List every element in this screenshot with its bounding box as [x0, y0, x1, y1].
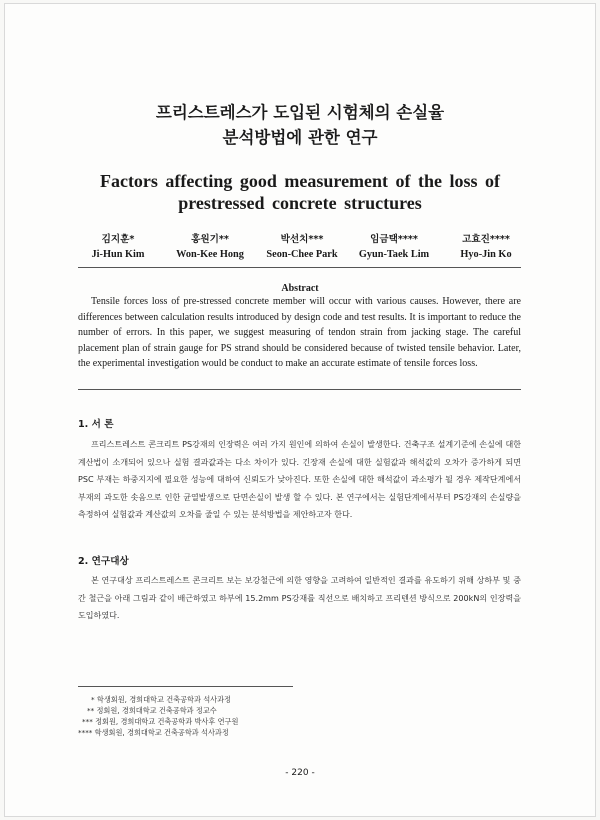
korean-title-line-1: 프리스트레스가 도입된 시험체의 손실율: [155, 103, 445, 122]
author-list: [74, 233, 530, 262]
section-body-introduction: 프리스트레스트 콘크리트 PS강재의 인장력은 여러 가지 원인에 의하여 손실이 발생한다. 건축구조 설계기준에 손실에 대한 계산법이 소개되어 있으나 실험 결과값과는 다소 차이가 있다. 긴장재 손실에 대한 실험값과 해석값의 오차가 증가하게 되면 PSC 부재는 하중지지에 필요한 성능에 대하여 신뢰도가 낮아진다. 또한 손실에 대한 해석값이 과소평가 될 경우 제작단계에서 부재의 과도한 솟음으로 인한 균열발생으로 단면손실이 발생 할 수 있다. 본 연구에서는 실험단계에서부터 PS강재의 손실량을 측정하여 실험값과 계산값의 오차를 줄일 수 있는 분석방법을 제안하고자 한다.: [78, 440, 521, 520]
header-divider: [78, 267, 521, 268]
author-name-english: Seon-Chee Park: [266, 249, 338, 260]
abstract-heading: Abstract: [281, 283, 319, 294]
author-name-english: Won-Kee Hong: [176, 249, 244, 260]
author-name-korean: 김지훈*: [101, 234, 135, 245]
author-1: [74, 233, 162, 262]
footnote: * 학생회원, 경희대학교 건축공학과 석사과정: [91, 695, 231, 704]
section-body-research-subject: 본 연구대상 프리스트레스트 콘크리트 보는 보강철근에 의한 영향을 고려하여 일반적인 결과를 유도하기 위해 상하부 및 중간 철근을 아래 그림과 같이 배근하였고 하부에 15.2mm PS강재를 직선으로 배치하고 프리텐션 방식으로 200kN의 인장력을 도입하였다.: [78, 576, 521, 621]
page-number: - 220 -: [285, 768, 315, 778]
author-4: [350, 233, 438, 262]
author-name-english: Hyo-Jin Ko: [460, 249, 512, 260]
english-title-line-2: prestressed concrete structures: [178, 193, 422, 213]
section-heading-research-subject: 2. 연구대상: [78, 556, 129, 567]
author-name-korean: 홍원기**: [191, 234, 229, 245]
footnote: **** 학생회원, 경희대학교 건축공학과 석사과정: [78, 728, 229, 737]
author-name-english: Ji-Hun Kim: [91, 249, 145, 260]
footnote: ** 정회원, 경희대학교 건축공학과 정교수: [87, 706, 217, 715]
author-5: [442, 233, 530, 262]
author-2: [166, 233, 254, 262]
footnote: *** 정회원, 경희대학교 건축공학과 박사후 연구원: [82, 717, 239, 726]
english-title-line-1: Factors affecting good measurement of the loss of: [99, 171, 501, 191]
abstract-divider: [78, 389, 521, 390]
section-heading-introduction: 1. 서 론: [78, 419, 114, 430]
author-name-korean: 박선치***: [280, 234, 324, 245]
footnotes: [78, 694, 378, 738]
footnote-divider: [78, 686, 293, 687]
author-name-korean: 고효진****: [462, 234, 510, 245]
author-3: [258, 233, 346, 262]
author-name-english: Gyun-Taek Lim: [358, 249, 430, 260]
korean-title-line-2: 분석방법에 관한 연구: [222, 128, 378, 147]
author-name-korean: 임금택****: [370, 234, 418, 245]
abstract-body: Tensile forces loss of pre-stressed concrete member will occur with various causes. However, there are differences between calculation results introduced by design code and test results. It is important to reduce the number of errors. In this paper, we suggest measuring of tendon strain from jacking stage. The careful placement plan of strain gauge for PS strand should be considered because of twisted tensile behavior. Later, the experimental investigation would be conduct to make an accurate estimate of tensile forces loss.: [78, 296, 521, 370]
